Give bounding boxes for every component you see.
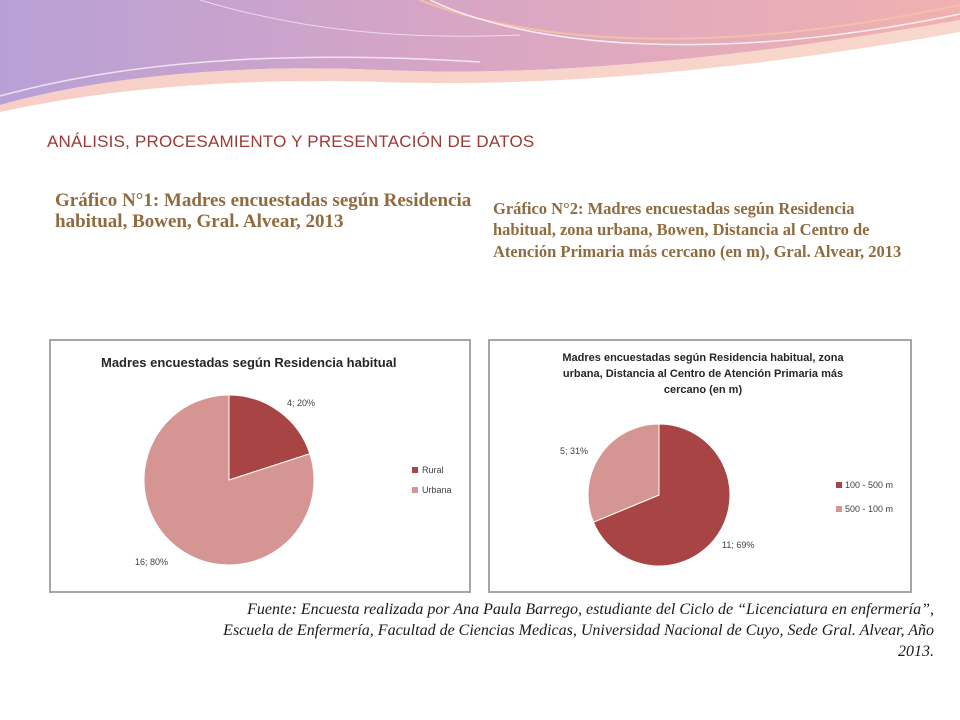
data-label-rural: 4; 20% xyxy=(287,398,316,408)
chart2-subtitle: Gráfico N°2: Madres encuestadas según Residencia habitual, zona urbana, Bowen, Distancia al Centro de Atención Primaria más cercano (en m), Gral. Alvear, 2013 xyxy=(493,199,902,261)
source-line-3: 2013. xyxy=(898,642,934,660)
chart2-title-line2: urbana, Distancia al Centro de Atención Primaria más xyxy=(562,368,844,380)
pie-chart-1 xyxy=(49,339,471,593)
data-label-100-500m: 11; 69% xyxy=(722,540,755,550)
chart1-slices xyxy=(144,395,314,565)
chart1-legend xyxy=(412,465,452,495)
legend-label-100-500m: 100 - 500 m xyxy=(845,480,894,490)
chart1-subtitle: Gráfico N°1: Madres encuestadas según Residencia habitual, Bowen, Gral. Alvear, 2013 xyxy=(55,190,472,233)
chart2-title-line1: Madres encuestadas según Residencia habitual, zona xyxy=(562,352,844,364)
source-footnote xyxy=(12,600,934,662)
legend-swatch-500-100m xyxy=(836,506,842,512)
legend-swatch-100-500m xyxy=(836,482,842,488)
pie-chart-2 xyxy=(488,339,912,593)
legend-swatch-rural xyxy=(412,467,418,473)
legend-label-rural: Rural xyxy=(422,465,444,475)
chart2-slices xyxy=(588,424,730,566)
data-label-urbana: 16; 80% xyxy=(135,557,169,567)
chart2-title-line3: cercano (en m) xyxy=(663,384,743,396)
legend-swatch-urbana xyxy=(412,487,418,493)
decorative-banner xyxy=(0,0,960,130)
source-line-1: Fuente: Encuesta realizada por Ana Paula Barrego, estudiante del Ciclo de “Licenciatura en enfermería”, xyxy=(247,601,934,618)
data-label-500-100m: 5; 31% xyxy=(560,446,589,456)
legend-label-urbana: Urbana xyxy=(422,485,452,495)
chart2-legend xyxy=(836,480,893,514)
chart1-title: Madres encuestadas según Residencia habitual xyxy=(101,355,397,370)
slide-title: ANÁLISIS, PROCESAMIENTO Y PRESENTACIÓN DE DATOS xyxy=(47,132,535,151)
legend-label-500-100m: 500 - 100 m xyxy=(845,504,894,514)
source-line-2: Escuela de Enfermería, Facultad de Ciencias Medicas, Universidad Nacional de Cuyo, Sede Gral. Alvear, Año xyxy=(223,621,934,639)
